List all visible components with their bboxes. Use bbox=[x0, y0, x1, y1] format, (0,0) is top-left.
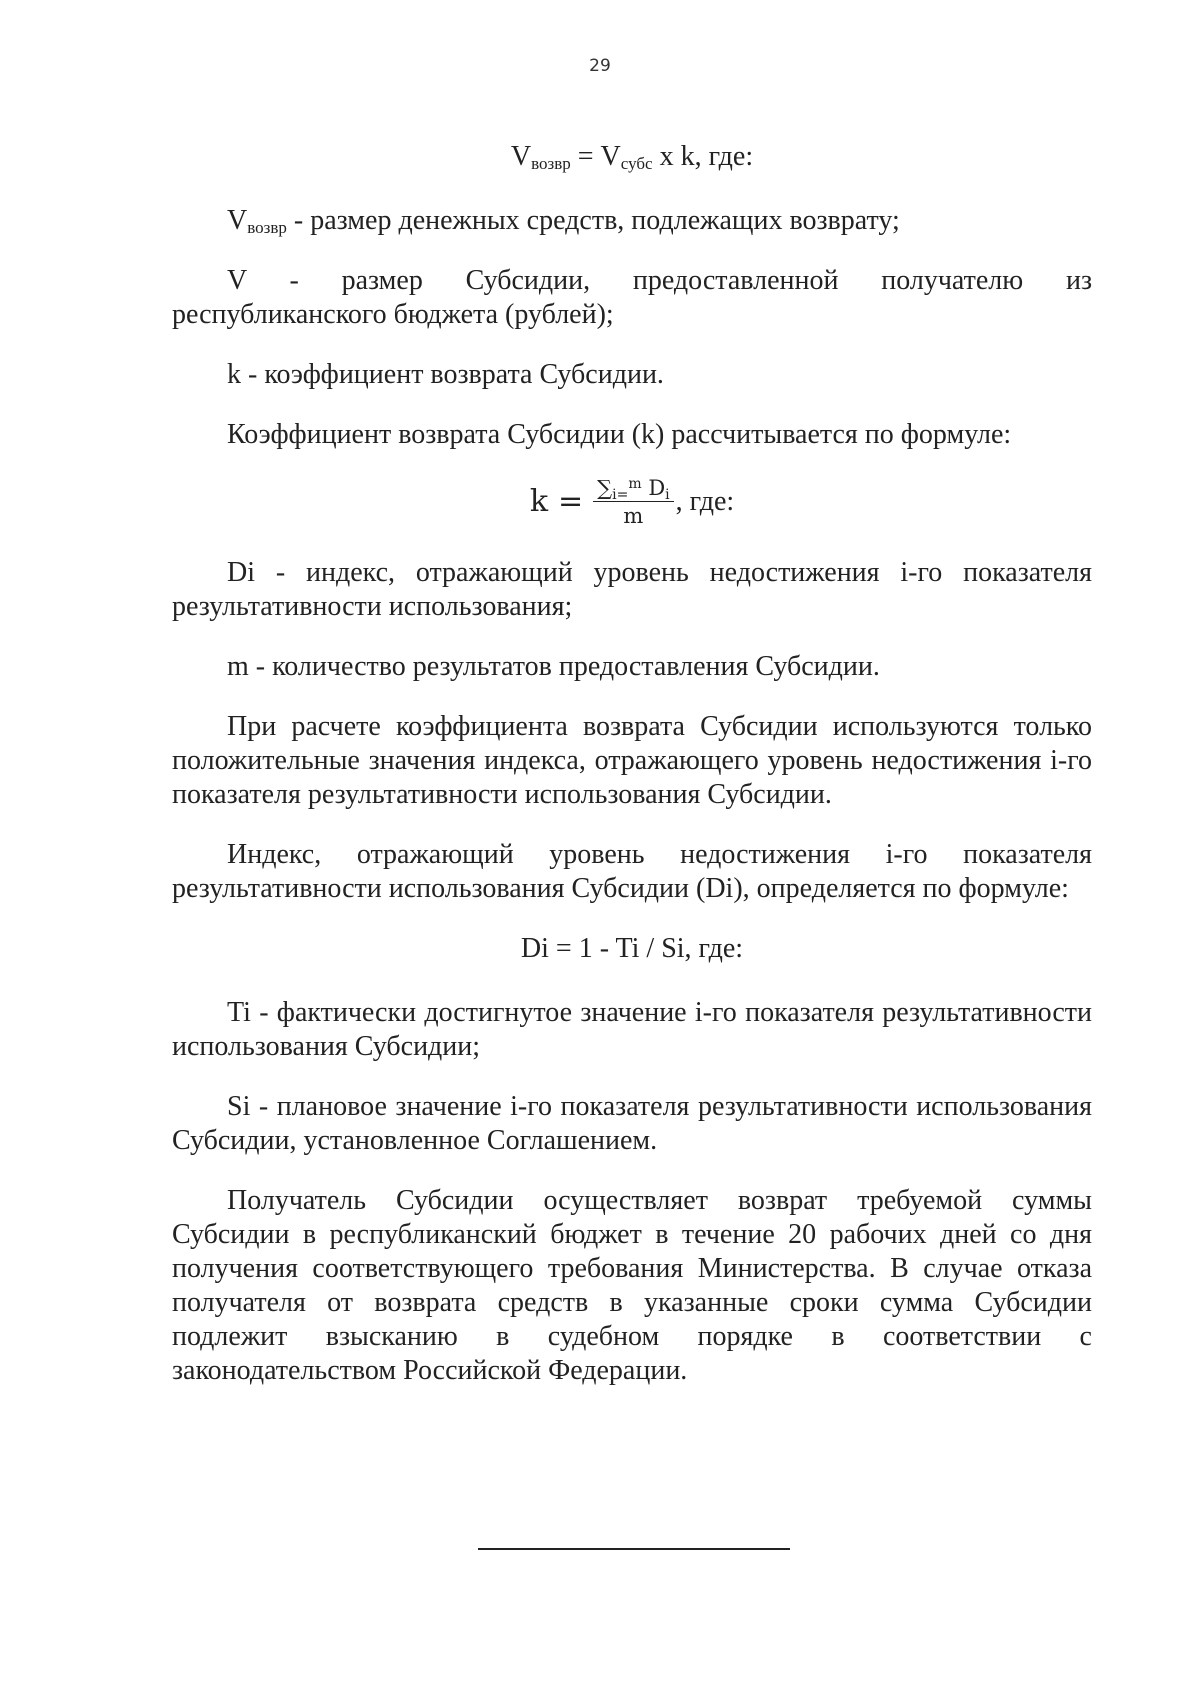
formula-v-eq: = V bbox=[570, 141, 621, 172]
formula-v-sub-vozvr: возвр bbox=[531, 154, 571, 173]
formula-k bbox=[172, 476, 1092, 528]
definition-vvozvr-sub: возвр bbox=[247, 218, 287, 237]
end-divider-line bbox=[478, 1548, 790, 1550]
formula-k-eq: = bbox=[558, 484, 584, 519]
formula-v-sub-subs: субс bbox=[620, 154, 653, 173]
definition-vvozvr-symbol: V bbox=[227, 205, 248, 236]
formula-k-sum-upper: m bbox=[628, 476, 642, 492]
definition-m: m - количество результатов предоставления Субсидии. bbox=[227, 651, 880, 682]
definition-ti: Ti - фактически достигнутое значение i-го показателя результативности использования Субсидии; bbox=[172, 997, 1092, 1062]
document-body bbox=[172, 140, 1092, 1388]
k-formula-intro: Коэффициент возврата Субсидии (k) рассчитывается по формуле: bbox=[227, 419, 1012, 450]
paragraph-index-definition: Индекс, отражающий уровень недостижения i-го показателя результативности использования Субсидии (Di), определяется по формуле: bbox=[172, 839, 1092, 904]
formula-v-symbol: V bbox=[510, 141, 532, 172]
paragraph-return-procedure: Получатель Субсидии осуществляет возврат требуемой суммы Субсидии в республиканский бюджет в течение 20 рабочих дней со дня получения соответствующего требования Министерства. В случае отказа получателя от возврата средств в указанные сроки сумма Субсидии подлежит взысканию в судебном порядке в соответствии с законодательством Российской Федерации. bbox=[172, 1185, 1092, 1386]
definition-si: Si - плановое значение i-го показателя результативности использования Субсидии, установленное Соглашением. bbox=[172, 1091, 1092, 1156]
formula-k-tail: , где: bbox=[675, 486, 735, 517]
definition-vvozvr-text: - размер денежных средств, подлежащих возврату; bbox=[286, 205, 900, 236]
formula-di: Di = 1 - Ti / Si, где: bbox=[520, 933, 744, 964]
definition-vvozvr bbox=[172, 204, 1092, 238]
formula-k-lhs: k bbox=[529, 484, 548, 519]
formula-k-fraction bbox=[593, 476, 674, 528]
formula-k-term-sub: i bbox=[665, 487, 670, 503]
paragraph-positive-values: При расчете коэффициента возврата Субсидии используются только положительные значения индекса, отражающего уровень недостижения i-го показателя результативности использования Субсидии. bbox=[172, 711, 1092, 810]
formula-v-return bbox=[172, 140, 1092, 174]
formula-v-tail: x k, где: bbox=[652, 141, 754, 172]
formula-k-sum-lower: i= bbox=[612, 487, 629, 503]
page-number: 29 bbox=[589, 56, 611, 76]
formula-k-denominator: m bbox=[623, 504, 644, 528]
formula-k-numerator bbox=[593, 476, 674, 502]
definition-di: Di - индекс, отражающий уровень недостижения i-го показателя результативности использования; bbox=[172, 557, 1092, 622]
definition-k: k - коэффициент возврата Субсидии. bbox=[227, 359, 664, 390]
definition-v: V - размер Субсидии, предоставленной получателю из республиканского бюджета (рублей); bbox=[172, 265, 1092, 330]
formula-k-term: D bbox=[641, 476, 666, 500]
formula-k-sum-symbol: ∑ bbox=[597, 476, 613, 500]
